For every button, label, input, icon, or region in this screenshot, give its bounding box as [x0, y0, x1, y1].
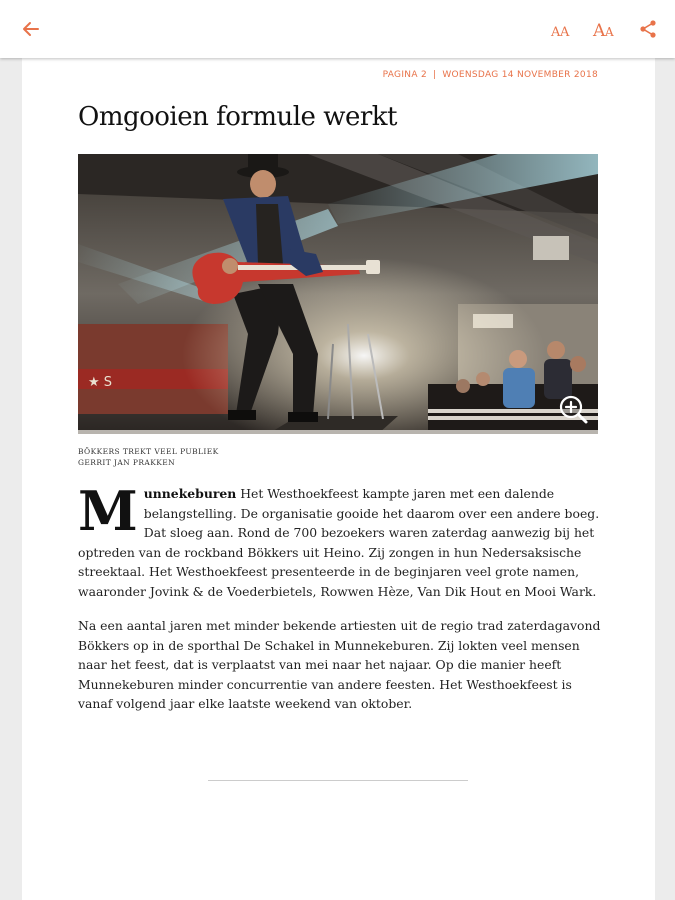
svg-text:A: A — [560, 25, 570, 40]
svg-text:A: A — [593, 21, 606, 41]
arrow-left-icon — [21, 19, 41, 39]
share-icon — [638, 19, 658, 39]
text-size-increase-icon — [592, 17, 620, 41]
font-size-increase-button[interactable] — [588, 14, 624, 44]
article-page — [22, 58, 655, 900]
top-toolbar — [0, 0, 675, 58]
share-button[interactable] — [632, 14, 664, 44]
page-number: PAGINA 2 — [382, 70, 427, 80]
paragraph-2: Na een aantal jaren met minder bekende artiesten uit de regio trad zaterdagavond Bökkers op in de sporthal De Schakel in Munnekeburen. Zij lokten veel mensen naar het feest, dat is verplaatst van mei naar het najaar. Op die manier heeft Munnekeburen minder concurrentie van andere feesten. Het Westhoekfeest is vanaf volgend jaar elke laatste weekend van oktober. — [78, 618, 601, 711]
publication-date: WOENSDAG 14 NOVEMBER 2018 — [442, 70, 598, 80]
drop-cap: M — [78, 479, 138, 543]
back-button[interactable] — [14, 14, 48, 44]
article-end-divider — [208, 780, 468, 781]
font-size-decrease-button[interactable] — [545, 16, 579, 44]
article-headline: Omgooien formule werkt — [78, 102, 397, 132]
text-size-decrease-icon — [549, 19, 575, 41]
scroll-rail[interactable] — [655, 58, 675, 900]
caption-text: BÖKKERS TREKT VEEL PUBLIEK — [78, 447, 219, 456]
svg-text:A: A — [551, 25, 561, 40]
paragraph-1 — [78, 479, 603, 601]
svg-text:A: A — [605, 25, 614, 39]
page-edge-left — [0, 58, 22, 900]
photo-credit: GERRIT JAN PRAKKEN — [78, 458, 176, 467]
concert-photo-illustration — [78, 154, 598, 434]
article-meta — [383, 70, 598, 80]
meta-separator: | — [432, 70, 437, 80]
dateline: unnekeburen — [143, 486, 237, 501]
article-body — [78, 479, 603, 729]
photo-caption — [78, 446, 219, 468]
paragraph-1-text: Het Westhoekfeest kampte jaren met een dalende belangstelling. De organisatie gooide het daarom over een andere boeg. Dat sloeg aan. Rond de 700 bezoekers waren zaterdag aanwezig bij het optreden van de rockband Bökkers uit Heino. Zij zongen in hun Nedersaksische streektaal. Het Westhoekfeest presenteerde in de beginjaren veel grote namen, waaronder Jovink & de Voederbietels, Rowwen Hèze, Van Dik Hout en Mooi Wark. — [78, 486, 600, 599]
article-photo[interactable] — [78, 154, 598, 434]
zoom-in-icon — [558, 394, 590, 426]
zoom-button[interactable] — [558, 394, 590, 426]
